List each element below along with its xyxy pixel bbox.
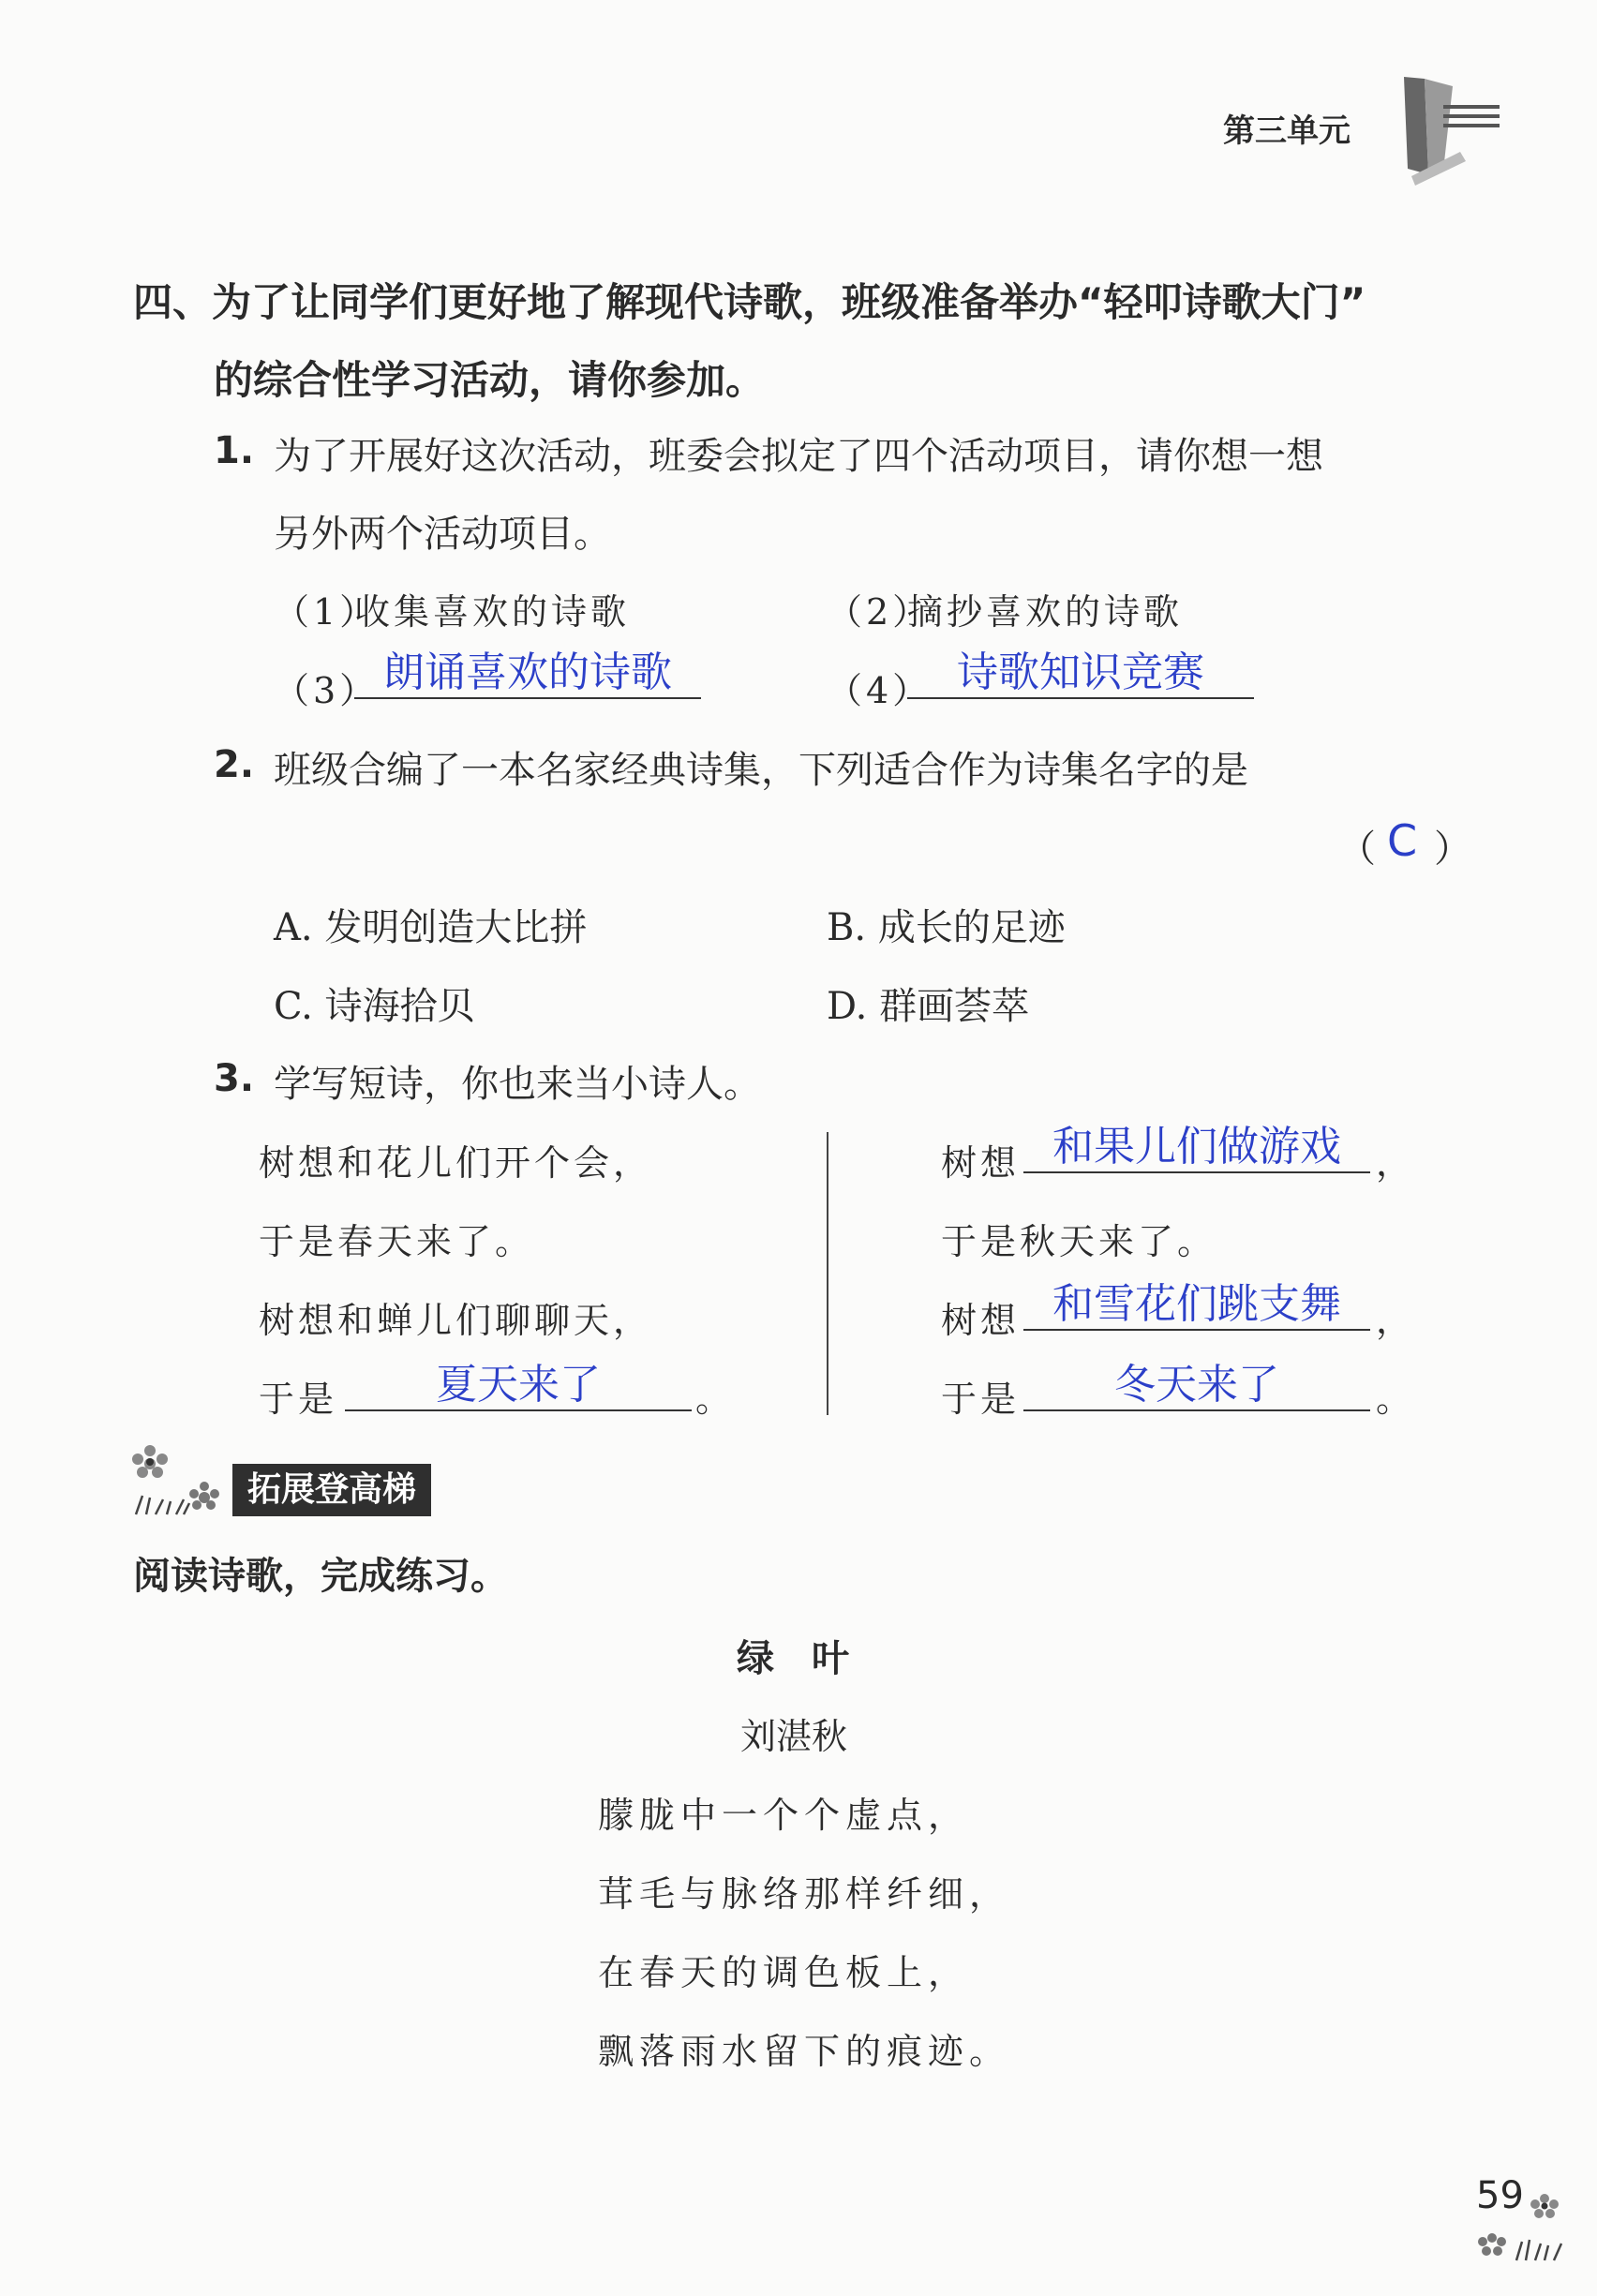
- q1-item-1-label: （1）: [274, 591, 380, 633]
- q3-right-line1-prefix: 树想: [941, 1142, 1021, 1184]
- q1-item-2-text: 摘抄喜欢的诗歌: [907, 591, 1184, 633]
- q2-option-c: C. 诗海拾贝: [274, 985, 475, 1028]
- q2-option-b: B. 成长的足迹: [827, 906, 1066, 949]
- poem-author: 刘湛秋: [740, 1716, 848, 1757]
- q3-right-line1-answer[interactable]: 和果儿们做游戏: [1023, 1123, 1370, 1173]
- q1-item-2-label: （2）: [827, 591, 933, 633]
- q3-right-line4-suffix: 。: [1376, 1379, 1416, 1420]
- q3-left-line2: 于是春天来了。: [259, 1221, 535, 1262]
- q3-right-line3-answer[interactable]: 和雪花们跳支舞: [1023, 1280, 1370, 1331]
- extension-badge: 拓展登高梯: [232, 1464, 431, 1516]
- q2-answer[interactable]: C: [1387, 815, 1418, 866]
- book-stack-icon: [1387, 66, 1509, 187]
- flower-grass-footer-icon: [1470, 2187, 1573, 2262]
- q3-text: 学写短诗，你也来当小诗人。: [274, 1063, 761, 1106]
- q3-right-line1-suffix: ，: [1376, 1142, 1416, 1184]
- q3-right-line4-prefix: 于是: [941, 1379, 1021, 1420]
- q3-left-line3: 树想和蝉儿们聊聊天，: [259, 1300, 653, 1341]
- section-heading-line1: 四、为了让同学们更好地了解现代诗歌，班级准备举办“轻叩诗歌大门”: [133, 279, 1366, 325]
- q2-paren-close: ）: [1434, 827, 1471, 871]
- q3-left-line1: 树想和花儿们开个会，: [259, 1142, 653, 1184]
- q3-left-line4-answer[interactable]: 夏天来了: [345, 1361, 692, 1411]
- poem-title: 绿 叶: [737, 1637, 849, 1680]
- q1-number: 1.: [214, 429, 255, 472]
- q1-item-4-answer[interactable]: 诗歌知识竞赛: [907, 649, 1254, 699]
- q2-option-d: D. 群画荟萃: [827, 985, 1030, 1028]
- q1-item-1-text: 收集喜欢的诗歌: [354, 591, 631, 633]
- unit-title: 第三单元: [1223, 112, 1351, 150]
- extension-instruction: 阅读诗歌，完成练习。: [133, 1555, 508, 1598]
- q2-paren-open: （: [1338, 827, 1376, 871]
- q1-item-4-label: （4）: [827, 670, 933, 711]
- page-number: 59: [1476, 2174, 1524, 2217]
- q3-right-line2: 于是秋天来了。: [941, 1221, 1217, 1262]
- q2-text: 班级合编了一本名家经典诗集，下列适合作为诗集名字的是: [274, 749, 1248, 792]
- q3-left-line4-prefix: 于是: [259, 1379, 338, 1420]
- section-heading-line2: 的综合性学习活动，请你参加。: [214, 357, 766, 403]
- poem-divider: [827, 1132, 828, 1415]
- q3-right-line4-answer[interactable]: 冬天来了: [1023, 1361, 1370, 1411]
- poem-line-4: 飘落雨水留下的痕迹。: [598, 2031, 1011, 2072]
- q1-text-line1: 为了开展好这次活动，班委会拟定了四个活动项目，请你想一想: [274, 435, 1323, 478]
- q2-option-a: A. 发明创造大比拼: [274, 906, 588, 949]
- poem-line-2: 茸毛与脉络那样纤细，: [598, 1873, 1011, 1915]
- q1-text-line2: 另外两个活动项目。: [274, 513, 611, 556]
- q2-number: 2.: [214, 743, 255, 786]
- q1-item-3-answer[interactable]: 朗诵喜欢的诗歌: [354, 649, 701, 699]
- poem-line-1: 朦胧中一个个虚点，: [598, 1795, 970, 1836]
- q3-right-line3-prefix: 树想: [941, 1300, 1021, 1341]
- q1-item-3-label: （3）: [274, 670, 380, 711]
- q3-number: 3.: [214, 1057, 255, 1100]
- flower-grass-icon: [131, 1443, 234, 1518]
- q3-left-line4-suffix: 。: [695, 1379, 736, 1420]
- poem-line-3: 在春天的调色板上，: [598, 1952, 970, 1993]
- q3-right-line3-suffix: ，: [1376, 1300, 1416, 1341]
